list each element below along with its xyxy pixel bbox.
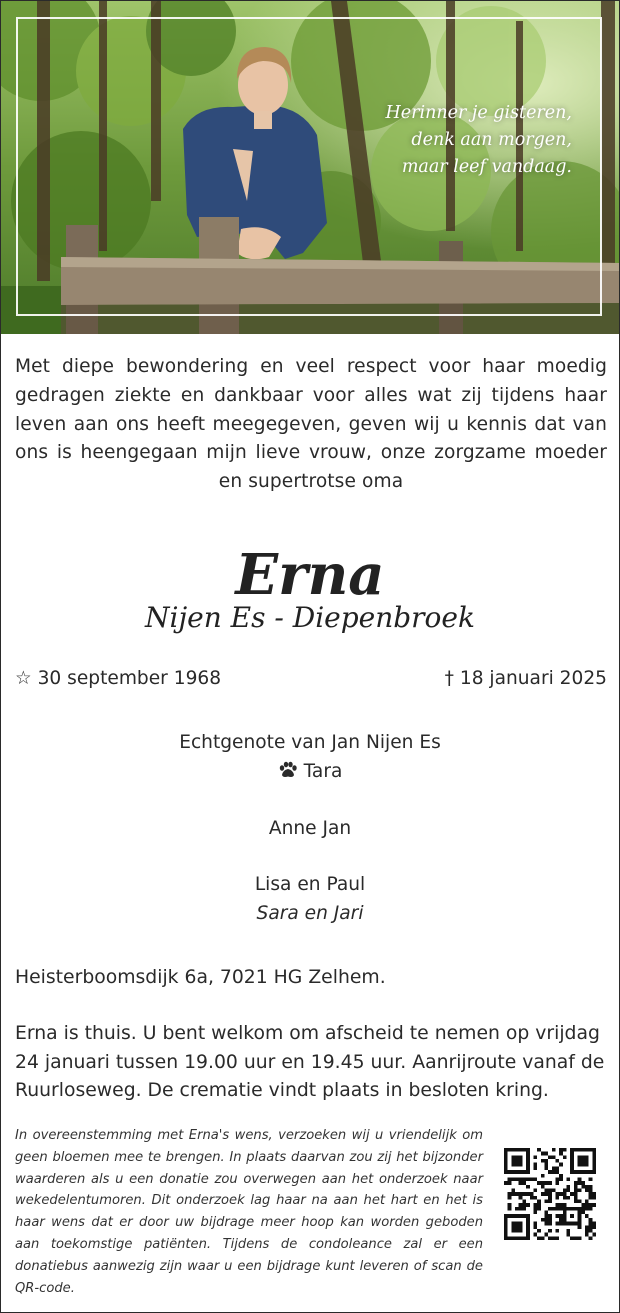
qr-code-icon[interactable] [504,1148,596,1240]
star-icon: ☆ [15,668,32,689]
paw-icon [278,760,298,788]
death-date [445,665,607,693]
birth-date-text: 30 september 1968 [37,668,222,689]
intro-text: Met diepe bewondering en veel respect voor haar moedig gedragen ziekte en dankbaar voor alles wat zij tijdens haar leven aan ons heeft meegegeven, geven wij u kennis dat van ons is heengegaan mijn lieve vrouw, onze zorgzame moeder en supertrotse oma [15,356,607,493]
surname: Nijen Es - Diepenbroek [145,601,475,634]
grandchildren-line: Sara en Jari [256,903,364,924]
pet-line [1,758,619,788]
birth-date [15,665,221,693]
quote-line: denk aan morgen, [411,130,572,150]
pet-name: Tara [303,761,343,782]
quote-line: maar leef vandaag. [401,157,572,177]
child-line: Anne Jan [268,818,352,839]
first-name: Erna [235,542,385,608]
address: Heisterboomsdijk 6a, 7021 HG Zelhem. [15,967,386,988]
cross-icon: † [444,668,454,689]
life-dates [15,665,607,693]
quote-line: Herinner je gisteren, [385,103,572,123]
donation-text: In overeenstemming met Erna's wens, verzoeken wij u vriendelijk om geen bloemen mee te brengen. In plaats daarvan zou zij het bijzonder waarderen als u een donatie zou overwegen aan het onderzoek naar wekedelentumoren. Dit onderzoek lag haar na aan het hart en het is haar wens dat er door uw bijdrage meer hoop kan worden geboden aan toekomstige patiënten. Tijdens de condoleance zal er een donatiebus aanwezig zijn waar u een bijdrage kunt leveren of scan de QR-code. [15,1128,483,1296]
child-line: Lisa en Paul [254,874,366,895]
visit-info: Erna is thuis. U bent welkom om afscheid te nemen op vrijdag 24 januari tussen 19.00 uur en 19.45 uur. Aanrijroute vanaf de Ruurloseweg. De crematie vindt plaats in besloten kring. [15,1023,605,1102]
portrait-photo [1,1,619,334]
quote [332,100,572,181]
spouse-line: Echtgenote van Jan Nijen Es [179,732,441,753]
death-date-text: 18 januari 2025 [459,668,607,689]
